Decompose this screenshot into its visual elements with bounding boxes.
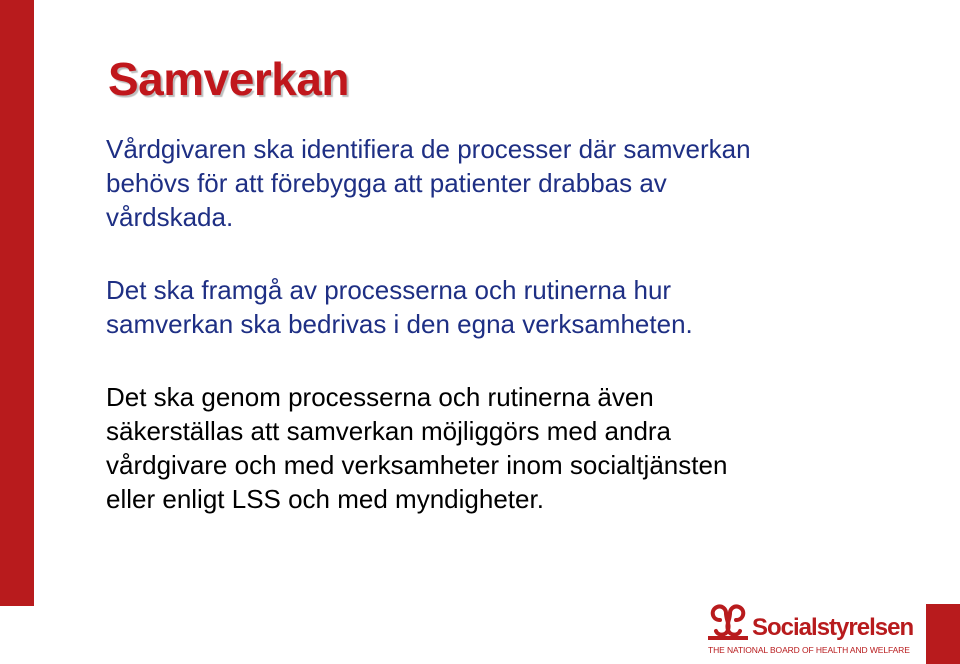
paragraph-1: Vårdgivaren ska identifiera de processer där samverkan behövs för att förebygga att patienter drabbas av vårdskada. bbox=[106, 134, 751, 232]
logo-subtitle: THE NATIONAL BOARD OF HEALTH AND WELFARE bbox=[708, 645, 910, 655]
slide-title: Samverkan bbox=[108, 53, 349, 105]
left-accent-bar bbox=[0, 0, 34, 606]
bottom-right-accent-block bbox=[926, 604, 960, 664]
socialstyrelsen-emblem-icon bbox=[706, 602, 750, 642]
paragraph-3: Det ska genom processerna och rutinerna även säkerställas att samverkan möjliggörs med andra vårdgivare och med verksamheter inom socialtjänsten eller enligt LSS och med myndigheter. bbox=[106, 382, 728, 514]
socialstyrelsen-logo bbox=[706, 602, 914, 658]
logo-name: Socialstyrelsen bbox=[752, 614, 914, 641]
paragraph-2: Det ska framgå av processerna och rutinerna hur samverkan ska bedrivas i den egna verksamheten. bbox=[106, 275, 693, 339]
